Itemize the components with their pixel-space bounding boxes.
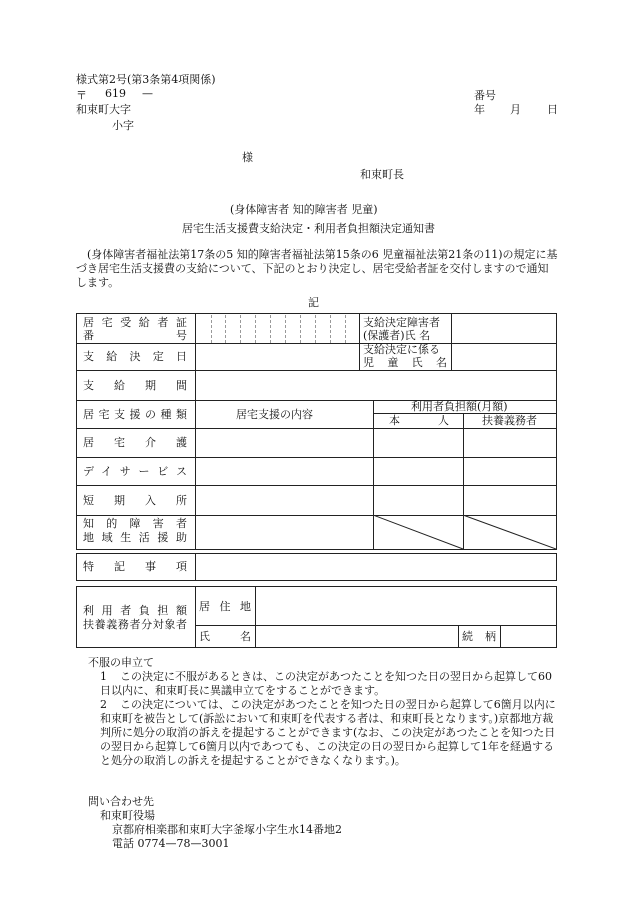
contact-heading: 問い合わせ先 bbox=[88, 795, 154, 808]
digit-box-divider bbox=[211, 315, 212, 343]
child-label-2: 児 童 氏 名 bbox=[363, 356, 447, 369]
burden-target-label-2: 扶養義務者分対象者 bbox=[83, 618, 187, 631]
decision-date-label: 支 給 決 定 日 bbox=[83, 350, 187, 363]
period-label: 支 給 期 間 bbox=[83, 379, 187, 392]
document-title: 居宅生活支援費支給決定・利用者負担額決定通知書 bbox=[182, 222, 435, 235]
col-divider bbox=[359, 314, 360, 370]
decided-person-label-2: (保護者)氏 名 bbox=[363, 329, 431, 342]
digit-box-divider bbox=[240, 315, 241, 343]
row-divider bbox=[77, 485, 556, 486]
special-notes-label: 特 記 事 項 bbox=[83, 560, 187, 573]
document-subtitle: (身体障害者 知的障害者 児童) bbox=[230, 203, 378, 216]
support-content-label: 居宅支援の内容 bbox=[236, 408, 313, 421]
contact-office: 和束町役場 bbox=[100, 809, 155, 822]
row-divider bbox=[77, 428, 556, 429]
postal-mark: 〒 bbox=[76, 89, 87, 102]
row-divider bbox=[77, 457, 556, 458]
support-type-label: 居宅支援の種類 bbox=[83, 408, 187, 421]
burden-target-label-1: 利用者負担額 bbox=[83, 604, 187, 617]
diagonal-strike bbox=[373, 515, 556, 549]
digit-box-divider bbox=[300, 315, 301, 343]
decided-person-label-1: 支給決定障害者 bbox=[363, 316, 440, 329]
row-home-care: 居 宅 介 護 bbox=[83, 436, 187, 449]
row-intellectual-2: 地域生活援助 bbox=[83, 531, 187, 544]
appeal-heading: 不服の申立て bbox=[88, 656, 154, 669]
number-label: 番号 bbox=[474, 89, 496, 102]
issuer: 和束町長 bbox=[360, 168, 404, 181]
address-line-2: 小字 bbox=[112, 119, 134, 132]
address-line-1: 和束町大字 bbox=[76, 103, 131, 116]
digit-box-divider bbox=[225, 315, 226, 343]
row-divider bbox=[195, 625, 556, 626]
row-divider bbox=[77, 370, 556, 371]
col-divider bbox=[500, 625, 501, 647]
burden-target-table bbox=[76, 586, 557, 648]
col-divider bbox=[195, 587, 196, 647]
ki-mark: 記 bbox=[308, 296, 319, 309]
contact-tel: 電話 0774—78—3001 bbox=[112, 837, 230, 850]
col-divider bbox=[458, 625, 459, 647]
cert-number-label-1: 居 宅 受 給 者 証 bbox=[83, 316, 187, 329]
col-divider bbox=[255, 587, 256, 647]
digit-box-divider bbox=[330, 315, 331, 343]
form-number: 様式第2号(第3条第4項関係) bbox=[76, 73, 216, 86]
postal-dash: — bbox=[142, 87, 153, 100]
burden-header: 利用者負担額(月額) bbox=[411, 400, 508, 413]
digit-box-divider bbox=[345, 315, 346, 343]
appeal-item-1-number: 1 bbox=[100, 670, 107, 683]
self-label: 本 人 bbox=[389, 414, 449, 427]
postal-code: 619 bbox=[105, 87, 126, 100]
date-year: 年 bbox=[474, 103, 485, 116]
special-notes-table bbox=[76, 553, 557, 581]
date-month: 月 bbox=[510, 103, 521, 116]
main-table bbox=[76, 313, 557, 550]
cert-number-label-2: 番 号 bbox=[83, 329, 187, 342]
row-intellectual-1: 知 的 障 害 者 bbox=[83, 517, 187, 530]
row-short-stay: 短 期 入 所 bbox=[83, 494, 187, 507]
digit-box-divider bbox=[285, 315, 286, 343]
row-divider bbox=[77, 343, 556, 344]
recipient-suffix: 様 bbox=[242, 151, 253, 164]
contact-address: 京都府相楽郡和束町大字釜塚小字生水14番地2 bbox=[112, 823, 342, 836]
address-label: 居 住 地 bbox=[199, 600, 251, 613]
row-day-service: デイサービス bbox=[83, 465, 187, 478]
digit-box-divider bbox=[315, 315, 316, 343]
relation-label: 続 柄 bbox=[462, 630, 496, 643]
appeal-item-2-number: 2 bbox=[100, 698, 107, 711]
intro-paragraph: (身体障害者福祉法第17条の5 知的障害者福祉法第15条の6 児童福祉法第21条の11)の規定に基づき居宅生活支援費の支給について、下記のとおり決定し、居宅受給者証を交付しますので通知します。 bbox=[76, 248, 558, 289]
appeal-item-2: この決定については、この決定があつたことを知つた日の翌日から起算して6箇月以内に和束町を被告として(訴訟において和束町を代表する者は、和束町長となります。)京都地方裁判所に処分の取消の訴えを提起することができます(なお、この決定があつたことを知つた日の翌日から起算して6箇月以内であつても、この決定の日の翌日から起算して1年を経過すると処分の取消しの訴えを提起することができなくなります。)。 bbox=[100, 698, 556, 767]
col-divider bbox=[195, 554, 196, 580]
date-day: 日 bbox=[547, 103, 558, 116]
child-label-1: 支給決定に係る bbox=[363, 343, 440, 356]
col-divider bbox=[451, 314, 452, 370]
digit-box-divider bbox=[255, 315, 256, 343]
col-divider bbox=[195, 314, 196, 549]
appeal-item-1: この決定に不服があるときは、この決定があつたことを知つた日の翌日から起算して60日以内に、和束町長に異議申立てをすることができます。 bbox=[100, 670, 552, 697]
supporter-label: 扶養義務者 bbox=[482, 414, 537, 427]
name-label: 氏 名 bbox=[199, 630, 251, 643]
digit-box-divider bbox=[270, 315, 271, 343]
